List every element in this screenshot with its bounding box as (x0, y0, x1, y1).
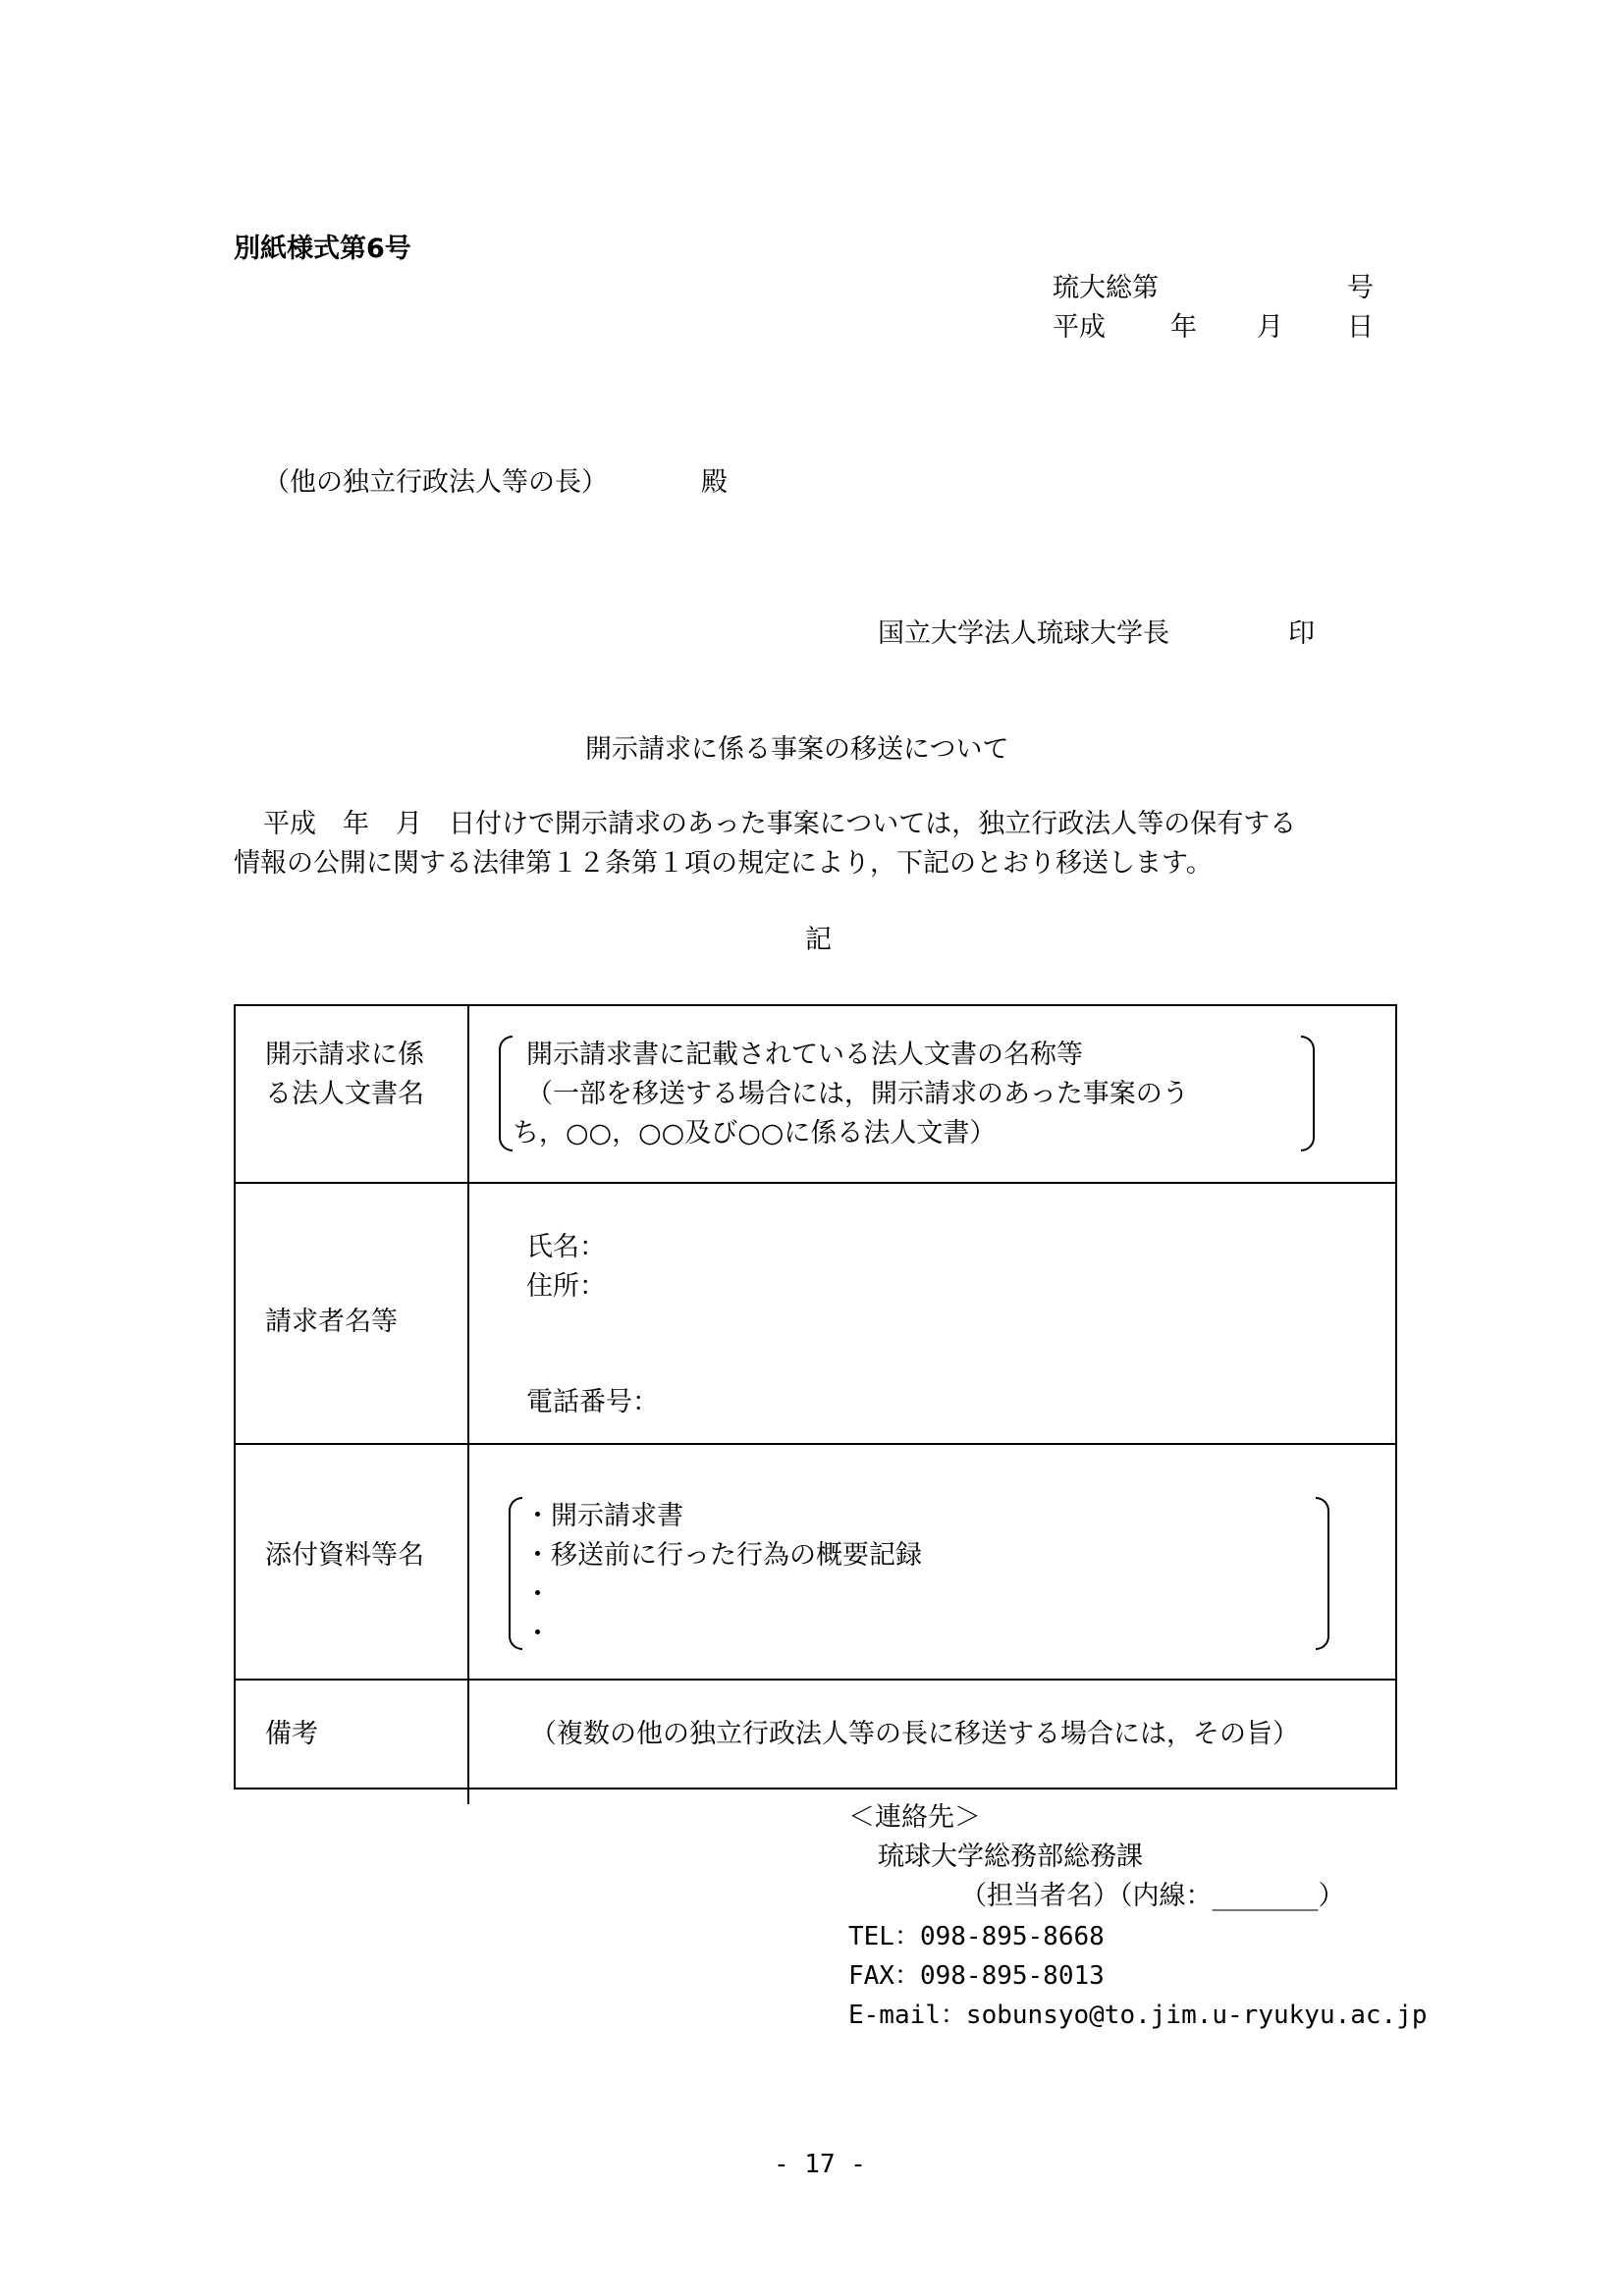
contact-email: E-mail：sobunsyo@to.jim.u-ryukyu.ac.jp (848, 2001, 1428, 2030)
row-label-attachments (265, 1536, 424, 1575)
right-bracket (1301, 1036, 1315, 1151)
remarks-content (530, 1715, 1299, 1754)
content-line: （複数の他の独立行政法人等の長に移送する場合には，その旨） (530, 1719, 1299, 1749)
contact-person: （担当者名）（内線：________） (960, 1881, 1345, 1911)
date-era: 平成 (1053, 312, 1106, 343)
content-line: 開示請求書に記載されている法人文書の名称等 (526, 1040, 1083, 1070)
requester-address-field: 住所： (526, 1271, 606, 1302)
attachments-content (524, 1497, 922, 1654)
label-line: 開示請求に係 (265, 1040, 424, 1070)
row-label-requester (265, 1303, 398, 1342)
document-name-content (513, 1036, 1189, 1153)
requester-name-field: 氏名： (526, 1232, 606, 1262)
contact-fax: FAX：098-895-8013 (848, 1961, 1105, 1991)
ki-heading: 記 (805, 925, 832, 955)
label-line: 添付資料等名 (265, 1540, 424, 1571)
row-label-remarks (265, 1715, 318, 1754)
label-line: る法人文書名 (265, 1079, 424, 1109)
body-line-2: 情報の公開に関する法律第１２条第１項の規定により，下記のとおり移送します。 (234, 848, 1213, 879)
contact-tel: TEL：098-895-8668 (848, 1922, 1105, 1951)
requester-phone-field: 電話番号： (526, 1387, 659, 1417)
attachment-item: ・開示請求書 (524, 1501, 683, 1531)
page-number: - 17 - (774, 2150, 866, 2179)
body-line-1: 平成 年 月 日付けで開示請求のあった事案については，独立行政法人等の保有する (263, 809, 1297, 839)
table-row-divider (236, 1679, 1395, 1681)
doc-number-prefix: 琉大総第 (1053, 273, 1159, 303)
contact-heading: ＜連絡先＞ (848, 1802, 981, 1833)
table-row-divider (236, 1443, 1395, 1445)
content-line: ち，○○，○○及び○○に係る法人文書） (513, 1118, 997, 1148)
attachment-item: ・ (524, 1579, 551, 1610)
doc-number-suffix: 号 (1347, 273, 1374, 303)
addressee-name: （他の独立行政法人等の長） (263, 467, 608, 498)
content-line: （一部を移送する場合には，開示請求のあった事案のう (526, 1079, 1189, 1109)
table-row-divider (236, 1182, 1395, 1184)
requester-content (526, 1228, 659, 1422)
date-day: 日 (1347, 312, 1374, 343)
date-month: 月 (1257, 312, 1283, 343)
attachment-item: ・移送前に行った行為の概要記録 (524, 1540, 922, 1571)
contact-office: 琉球大学総務部総務課 (878, 1842, 1143, 1872)
row-label-document-name (265, 1036, 424, 1114)
label-line: 備考 (265, 1719, 318, 1749)
transfer-details-table (234, 1004, 1397, 1789)
label-line: 請求者名等 (265, 1307, 398, 1337)
form-label: 別紙様式第6号 (234, 234, 411, 264)
left-bracket (509, 1497, 522, 1650)
sender-name: 国立大学法人琉球大学長 (878, 618, 1169, 649)
right-bracket (1316, 1497, 1329, 1650)
table-column-divider (467, 1006, 469, 1804)
date-year: 年 (1170, 312, 1197, 343)
attachment-item: ・ (524, 1619, 551, 1649)
addressee-honorific: 殿 (701, 467, 728, 498)
document-title: 開示請求に係る事案の移送について (585, 734, 1009, 765)
left-bracket (499, 1036, 513, 1151)
seal-mark: 印 (1288, 618, 1315, 649)
